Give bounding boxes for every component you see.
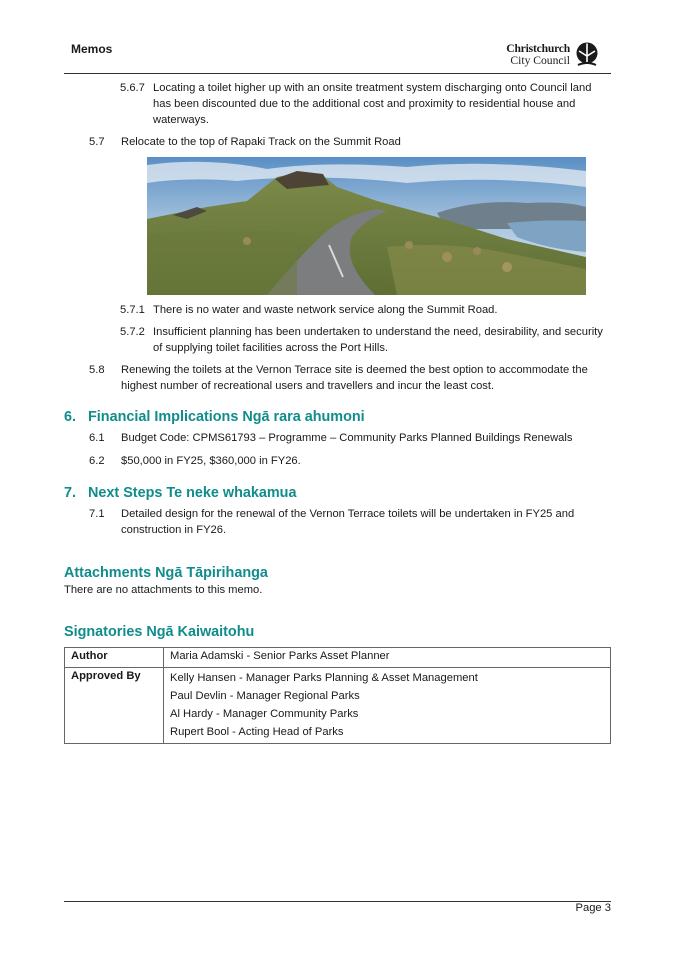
paragraph-5-6-7 xyxy=(120,81,610,129)
paragraph-number: 7.1 xyxy=(89,508,105,520)
paragraph-number: 6.2 xyxy=(89,455,105,467)
paragraph-5-7-2 xyxy=(120,325,610,357)
paragraph-number: 6.1 xyxy=(89,432,105,444)
paragraph-text: Detailed design for the renewal of the Vernon Terrace toilets will be undertaken in FY25 and construction in FY26. xyxy=(121,508,575,536)
paragraph-5-8 xyxy=(89,363,609,395)
author-value: Maria Adamski - Senior Parks Asset Planner xyxy=(164,648,611,668)
approved-by-label: Approved By xyxy=(65,667,164,743)
paragraph-number: 5.7 xyxy=(89,136,105,148)
section-title: Next Steps Te neke whakamua xyxy=(88,485,297,501)
paragraph-6-1 xyxy=(89,431,609,447)
signatories-table xyxy=(64,647,611,744)
paragraph-number: 5.6.7 xyxy=(120,82,145,94)
paragraph-5-7 xyxy=(89,135,609,151)
paragraph-6-2 xyxy=(89,454,609,470)
author-label: Author xyxy=(65,648,164,668)
header-rule xyxy=(64,73,611,74)
paragraph-5-7-1 xyxy=(120,303,610,319)
paragraph-number: 5.7.2 xyxy=(120,326,145,338)
footer-rule xyxy=(64,901,611,902)
paragraph-text: Locating a toilet higher up with an onsite treatment system discharging onto Council land has been discounted due to the additional cost and proximity to residential house and waterways. xyxy=(153,82,592,126)
section-title: Financial Implications Ngā rara ahumoni xyxy=(88,409,365,425)
signatories-heading: Signatories Ngā Kaiwaitohu xyxy=(64,624,255,640)
logo-line1: Christchurch xyxy=(506,41,570,55)
section-number: 7. xyxy=(64,485,77,501)
summit-road-photo xyxy=(147,157,586,295)
paragraph-text: Relocate to the top of Rapaki Track on the Summit Road xyxy=(121,136,401,148)
paragraph-text: Insufficient planning has been undertaken to understand the need, desirability, and security of supplying toilet facilities across the Port Hills. xyxy=(153,326,603,354)
council-emblem-icon xyxy=(575,42,599,68)
attachments-heading: Attachments Ngā Tāpirihanga xyxy=(64,565,268,581)
document-header-title: Memos xyxy=(71,42,113,56)
approvers-cell xyxy=(164,667,611,743)
approver-name: Kelly Hansen - Manager Parks Planning & Asset Management xyxy=(170,671,478,684)
paragraph-text: $50,000 in FY25, $360,000 in FY26. xyxy=(121,455,301,467)
section-number: 6. xyxy=(64,409,77,425)
table-row xyxy=(65,667,611,743)
approver-name: Al Hardy - Manager Community Parks xyxy=(170,707,359,720)
section-7-heading xyxy=(64,485,296,502)
approver-name: Paul Devlin - Manager Regional Parks xyxy=(170,689,360,702)
council-logo xyxy=(489,41,599,69)
attachments-text: There are no attachments to this memo. xyxy=(64,584,263,596)
paragraph-text: There is no water and waste network service along the Summit Road. xyxy=(153,304,498,316)
approver-name: Rupert Bool - Acting Head of Parks xyxy=(170,725,344,738)
paragraph-7-1 xyxy=(89,507,609,539)
logo-line2: City Council xyxy=(510,54,570,67)
paragraph-text: Renewing the toilets at the Vernon Terrace site is deemed the best option to accommodate the highest number of recreational users and travellers and incur the least cost. xyxy=(121,364,588,392)
paragraph-number: 5.8 xyxy=(89,364,105,376)
paragraph-number: 5.7.1 xyxy=(120,304,145,316)
section-6-heading xyxy=(64,409,365,426)
page-number: Page 3 xyxy=(575,902,611,914)
table-row xyxy=(65,648,611,668)
paragraph-text: Budget Code: CPMS61793 – Programme – Community Parks Planned Buildings Renewals xyxy=(121,432,573,444)
